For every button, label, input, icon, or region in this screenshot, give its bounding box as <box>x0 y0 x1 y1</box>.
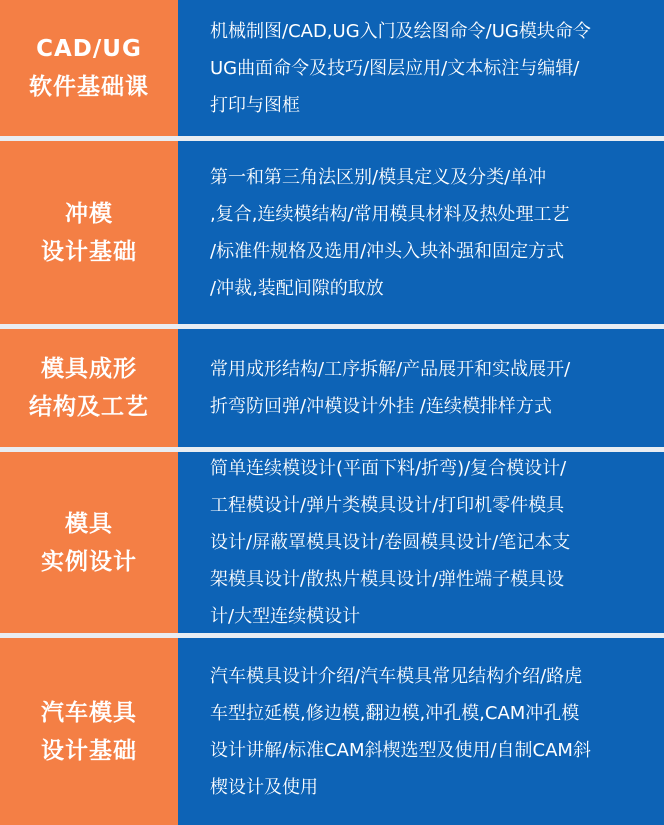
course-content-line: 工程模设计/弹片类模具设计/打印机零件模具 <box>210 495 565 516</box>
course-content-cell <box>178 0 664 136</box>
course-content-line: 楔设计及使用 <box>210 776 318 798</box>
course-content-line: UG曲面命令及技巧/图层应用/文本标注与编辑/ <box>210 57 580 79</box>
course-title-line: 模具 <box>65 510 113 537</box>
course-title-line: 冲模 <box>65 200 113 227</box>
course-title-line: 模具成形 <box>41 356 137 382</box>
course-title-line: CAD/UG <box>36 36 142 62</box>
course-row-forming-process <box>0 329 664 447</box>
course-title-line: 实例设计 <box>41 548 137 575</box>
course-content-line: 架模具设计/散热片模具设计/弹性端子模具设 <box>210 569 565 590</box>
course-content-line: 车型拉延模,修边模,翻边模,冲孔模,CAM冲孔模 <box>210 702 580 724</box>
course-title-cell <box>0 141 178 324</box>
course-title-cell <box>0 638 178 825</box>
course-title-line: 汽车模具 <box>41 699 137 726</box>
course-title-line: 软件基础课 <box>29 74 149 100</box>
course-content-line: ,复合,连续模结构/常用模具材料及热处理工艺 <box>210 203 570 225</box>
course-content-line: /标准件规格及选用/冲头入块补强和固定方式 <box>210 240 565 262</box>
course-title-line: 设计基础 <box>41 737 137 764</box>
course-content-line: 设计讲解/标准CAM斜楔选型及使用/自制CAM斜 <box>210 739 591 761</box>
course-content-cell <box>178 452 664 633</box>
course-row-mold-examples <box>0 452 664 633</box>
course-row-auto-mold <box>0 638 664 825</box>
course-content-line: 计/大型连续模设计 <box>210 606 361 627</box>
course-title-cell <box>0 0 178 136</box>
course-row-stamping-basics <box>0 141 664 324</box>
course-content-cell <box>178 638 664 825</box>
course-content-line: 简单连续模设计(平面下料/折弯)/复合模设计/ <box>210 458 567 479</box>
course-title-line: 结构及工艺 <box>29 394 149 420</box>
course-content-line: 常用成形结构/工序拆解/产品展开和实战展开/ <box>210 359 571 380</box>
course-content-line: 汽车模具设计介绍/汽车模具常见结构介绍/路虎 <box>210 665 583 687</box>
course-content-line: /冲裁,装配间隙的取放 <box>210 277 384 299</box>
course-title-line: 设计基础 <box>41 238 137 265</box>
course-content-line: 机械制图/CAD,UG入门及绘图命令/UG模块命令 <box>210 20 591 42</box>
course-row-cad-ug <box>0 0 664 136</box>
course-content-line: 第一和第三角法区别/模具定义及分类/单冲 <box>210 166 547 188</box>
course-content-cell <box>178 141 664 324</box>
course-content-cell <box>178 329 664 447</box>
course-content-line: 打印与图框 <box>210 94 300 116</box>
course-content-line: 折弯防回弹/冲模设计外挂 /连续模排样方式 <box>210 396 552 417</box>
course-content-line: 设计/屏蔽罩模具设计/卷圆模具设计/笔记本支 <box>210 532 571 553</box>
course-title-cell <box>0 452 178 633</box>
course-title-cell <box>0 329 178 447</box>
